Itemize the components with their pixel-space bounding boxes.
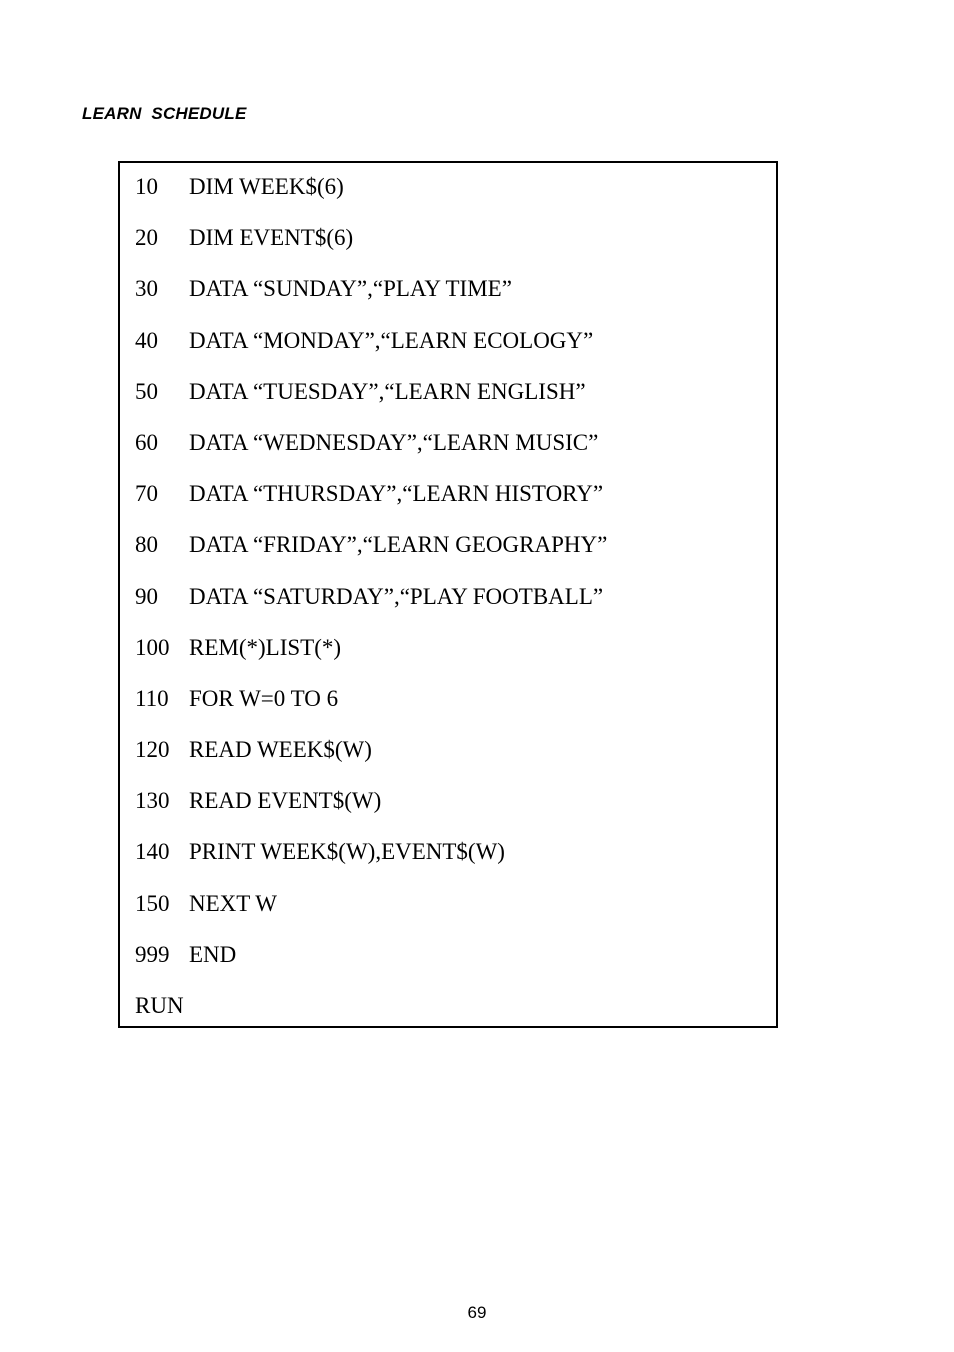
code-line xyxy=(135,940,607,991)
line-number: 20 xyxy=(135,225,158,251)
code-line xyxy=(135,377,607,428)
code-line xyxy=(135,428,607,479)
code-line xyxy=(135,786,607,837)
line-number: 120 xyxy=(135,737,170,763)
code-line xyxy=(135,889,607,940)
line-number: 130 xyxy=(135,788,170,814)
page-number: 69 xyxy=(467,1303,487,1322)
section-title: LEARN SCHEDULE xyxy=(82,104,247,123)
line-statement: NEXT W xyxy=(189,890,277,916)
line-number: 100 xyxy=(135,634,170,660)
line-number: 70 xyxy=(135,481,158,507)
code-line xyxy=(135,735,607,786)
code-listing xyxy=(135,172,607,1042)
code-line xyxy=(135,837,607,888)
code-line xyxy=(135,172,607,223)
line-number: 999 xyxy=(135,941,170,967)
code-listing-box xyxy=(118,161,778,1028)
line-number: 140 xyxy=(135,839,170,865)
code-line xyxy=(135,633,607,684)
line-statement: REM(*)LIST(*) xyxy=(189,634,342,660)
line-statement: DATA “TUESDAY”,“LEARN ENGLISH” xyxy=(189,378,586,404)
code-line xyxy=(135,582,607,633)
code-line xyxy=(135,274,607,325)
line-number: 110 xyxy=(135,685,169,711)
line-statement: DATA “SATURDAY”,“PLAY FOOTBALL” xyxy=(189,583,604,609)
code-line xyxy=(135,479,607,530)
line-statement: DIM WEEK$(6) xyxy=(189,174,344,199)
line-statement: READ WEEK$(W) xyxy=(189,737,372,763)
code-line xyxy=(135,684,607,735)
run-command: RUN xyxy=(135,993,184,1018)
line-statement: DATA “WEDNESDAY”,“LEARN MUSIC” xyxy=(189,429,599,455)
line-statement: READ EVENT$(W) xyxy=(189,788,382,814)
line-number: 80 xyxy=(135,532,158,558)
line-statement: PRINT WEEK$(W),EVENT$(W) xyxy=(189,839,505,865)
line-number: 60 xyxy=(135,429,158,455)
line-statement: END xyxy=(189,941,237,967)
line-statement: DATA “THURSDAY”,“LEARN HISTORY” xyxy=(189,481,604,507)
line-number: 150 xyxy=(135,890,170,916)
line-statement: FOR W=0 TO 6 xyxy=(189,685,339,711)
code-line xyxy=(135,223,607,274)
line-statement: DATA “SUNDAY”,“PLAY TIME” xyxy=(189,276,512,302)
code-line xyxy=(135,326,607,377)
line-number: 40 xyxy=(135,327,158,353)
line-number: 50 xyxy=(135,378,158,404)
line-statement: DIM EVENT$(6) xyxy=(189,225,354,251)
line-statement: DATA “FRIDAY”,“LEARN GEOGRAPHY” xyxy=(189,532,608,558)
line-number: 10 xyxy=(135,174,158,199)
line-number: 30 xyxy=(135,276,158,302)
line-statement: DATA “MONDAY”,“LEARN ECOLOGY” xyxy=(189,327,594,353)
code-line xyxy=(135,530,607,581)
line-number: 90 xyxy=(135,583,158,609)
